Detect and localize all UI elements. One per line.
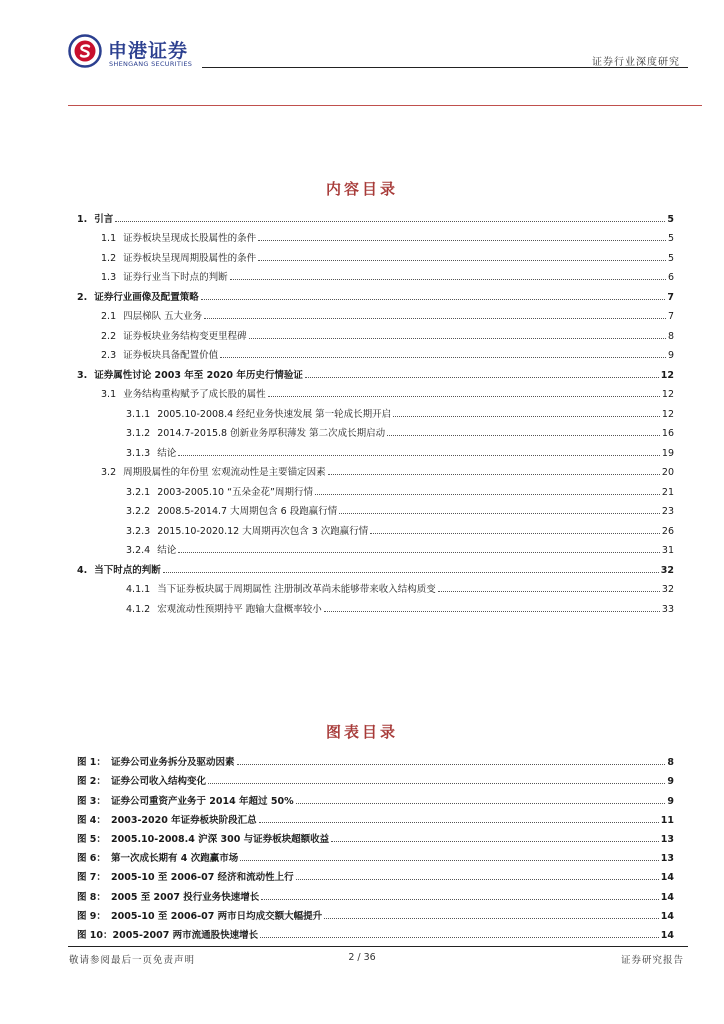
toc-entry[interactable]: 1.3 证券行业当下时点的判断 6 xyxy=(101,272,674,283)
figure-entry[interactable]: 图 7： 2005-10 至 2006-07 经济和流动性上行 14 xyxy=(77,872,674,884)
toc-entry[interactable]: 1.2 证券板块呈现周期股属性的条件 5 xyxy=(101,252,674,264)
list-of-figures xyxy=(77,749,674,941)
toc-entry[interactable]: 1.1 证券板块呈现成长股属性的条件 5 xyxy=(101,233,674,244)
figure-entry[interactable]: 图 3： 证券公司重资产业务于 2014 年超过 50% 9 xyxy=(77,795,674,807)
report-category: 证券行业深度研究 xyxy=(592,57,680,68)
toc-entry[interactable]: 3.2.4 结论 31 xyxy=(126,545,674,556)
toc-entry[interactable]: 3.2.3 2015.10-2020.12 大周期再次包含 3 次跑赢行情 26 xyxy=(126,525,674,537)
table-of-contents xyxy=(77,205,674,615)
brand-logo xyxy=(68,34,208,72)
toc-entry[interactable]: 3. 证券属性讨论 2003 年至 2020 年历史行情验证 12 xyxy=(77,369,674,381)
toc-entry[interactable]: 3.1.2 2014.7-2015.8 创新业务厚积薄发 第二次成长期启动 16 xyxy=(126,428,674,439)
disclaimer-note: 敬请参阅最后一页免责声明 xyxy=(69,955,196,966)
figure-entry[interactable]: 图 1： 证券公司业务拆分及驱动因素 8 xyxy=(77,757,674,769)
page-header xyxy=(0,0,724,110)
figure-entry[interactable]: 图 10： 2005-2007 两市流通股快速增长 14 xyxy=(77,929,674,941)
brand-name-cn: 申港证券 xyxy=(108,40,189,62)
toc-entry[interactable]: 4.1.2 宏观流动性预期持平 跑输大盘概率较小 33 xyxy=(126,603,674,615)
toc-entry[interactable]: 4. 当下时点的判断 32 xyxy=(77,564,674,576)
shengang-logo-icon xyxy=(68,34,102,68)
figure-entry[interactable]: 图 5： 2005.10-2008.4 沪深 300 与证券板块超额收益 13 xyxy=(77,833,674,845)
toc-entry[interactable]: 2. 证券行业画像及配置策略 7 xyxy=(77,291,674,303)
toc-entry[interactable]: 4.1.1 当下证券板块属于周期属性 注册制改革尚未能够带来收入结构质变 32 xyxy=(126,584,674,595)
toc-entry[interactable]: 2.2 证券板块业务结构变更里程碑 8 xyxy=(101,330,674,342)
toc-entry[interactable]: 1. 引言 5 xyxy=(77,213,674,225)
toc-entry[interactable]: 3.1 业务结构重构赋予了成长股的属性 12 xyxy=(101,389,674,400)
toc-entry[interactable]: 3.1.1 2005.10-2008.4 经纪业务快速发展 第一轮成长期开启 12 xyxy=(126,408,674,420)
toc-title: 内容目录 xyxy=(325,180,398,198)
figure-entry[interactable]: 图 8： 2005 至 2007 投行业务快速增长 14 xyxy=(77,891,674,903)
toc-entry[interactable]: 2.3 证券板块具备配置价值 9 xyxy=(101,350,674,361)
figure-entry[interactable]: 图 6： 第一次成长期有 4 次跑赢市场 13 xyxy=(77,853,674,865)
report-type: 证券研究报告 xyxy=(620,955,684,966)
brand-name-en: SHENGANG SECURITIES xyxy=(109,60,193,68)
footer-divider xyxy=(68,946,688,947)
page-number: 2 / 36 xyxy=(348,952,376,963)
header-red-rule xyxy=(68,105,702,106)
toc-entry[interactable]: 3.2.1 2003-2005.10 “五朵金花”周期行情 21 xyxy=(126,486,674,498)
figures-title: 图表目录 xyxy=(325,723,398,741)
toc-entry[interactable]: 3.1.3 结论 19 xyxy=(126,447,674,459)
figure-entry[interactable]: 图 4： 2003-2020 年证券板块阶段汇总 11 xyxy=(77,814,674,826)
toc-entry[interactable]: 3.2 周期股属性的年份里 宏观流动性是主要锚定因素 20 xyxy=(101,467,674,478)
figure-entry[interactable]: 图 2： 证券公司收入结构变化 9 xyxy=(77,776,674,788)
toc-entry[interactable]: 2.1 四层梯队 五大业务 7 xyxy=(101,311,674,322)
toc-entry[interactable]: 3.2.2 2008.5-2014.7 大周期包含 6 段跑赢行情 23 xyxy=(126,506,674,517)
figure-entry[interactable]: 图 9： 2005-10 至 2006-07 两市日均成交额大幅提升 14 xyxy=(77,910,674,922)
